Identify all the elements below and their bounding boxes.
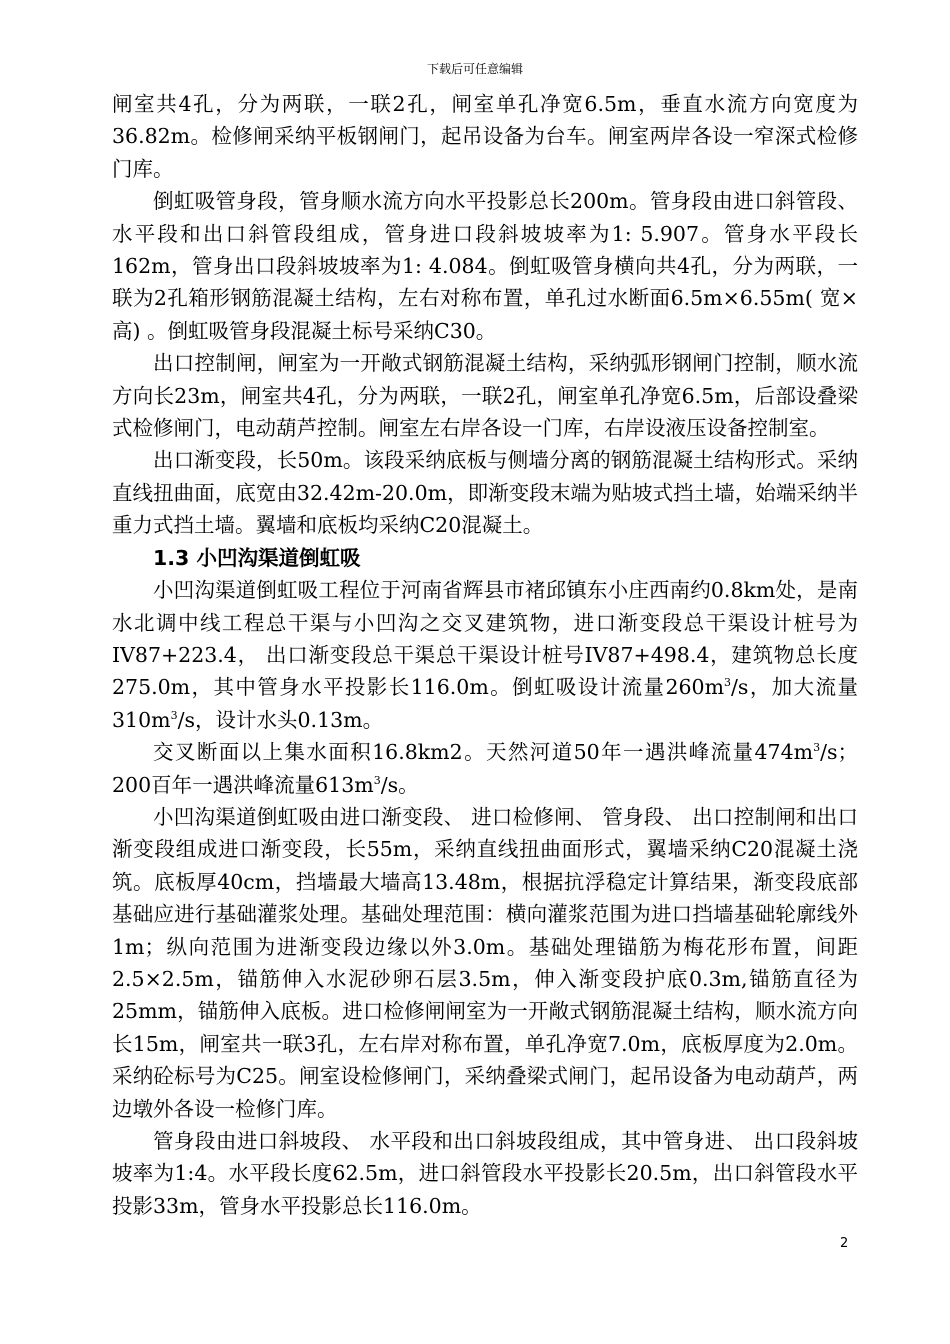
page-header: 下载后可任意编辑 xyxy=(426,62,523,76)
text-segment: 小凹沟渠道倒虹吸工程位于河南省辉县市褚邱镇东小庄西南约0.8km处，是南水北调中线工程总干渠与小凹沟之交叉建筑物，进口渐变段总干渠设计桩号为IV87+223.4， 出口渐变段总干渠总干渠设计桩号IV87+498.4，建筑物总长度275.0m，其中管身水平投影长116.0m。倒虹吸设计流量260m xyxy=(112,578,858,700)
paragraph-pipe-segment: 管身段由进口斜坡段、 水平段和出口斜坡段组成，其中管身进、 出口段斜坡坡率为1:4。水平段长度62.5m，进口斜管段水平投影长20.5m，出口斜管段水平投影33m，管身水平投影总长116.0m。 xyxy=(112,1129,858,1218)
text-segment: /s；200百年一遇洪峰流量613m xyxy=(112,740,858,797)
paragraph-composition: 小凹沟渠道倒虹吸由进口渐变段、 进口检修闸、 管身段、 出口控制闸和出口渐变段组成进口渐变段，长55m，采纳直线扭曲面形式，翼墙采纳C20混凝土浇筑。底板厚40cm，挡墙最大墙高13.48m，根据抗浮稳定计算结果，渐变段底部基础应进行基础灌浆处理。基础处理范围：横向灌浆范围为进口挡墙基础轮廓线外1m；纵向范围为进渐变段边缘以外3.0m。基础处理锚筋为梅花形布置，间距2.5×2.5m，锚筋伸入水泥砂卵石层3.5m，伸入渐变段护底0.3m,锚筋直径为25mm，锚筋伸入底板。进口检修闸闸室为一开敞式钢筋混凝土结构，顺水流方向长15m，闸室共一联3孔，左右岸对称布置，单孔净宽7.0m，底板厚度为2.0m。采纳砼标号为C25。闸室设检修闸门，采纳叠梁式闸门，起吊设备为电动葫芦，两边墩外各设一检修门库。 xyxy=(112,804,858,1121)
text-segment: /s，加大流量310m xyxy=(112,675,858,732)
superscript: 3 xyxy=(373,773,381,787)
text-segment: 交叉断面以上集水面积16.8km2。天然河道50年一遇洪峰流量474m xyxy=(153,740,814,765)
section-heading: 1.3 小凹沟渠道倒虹吸 xyxy=(153,545,361,570)
page-number: 2 xyxy=(840,1236,849,1251)
paragraph-gate-chamber: 闸室共4孔，分为两联，一联2孔，闸室单孔净宽6.5m，垂直水流方向宽度为36.82m。检修闸采纳平板钢闸门，起吊设备为台车。闸室两岸各设一窄深式检修门库。 xyxy=(112,92,858,181)
text-segment: /s。 xyxy=(380,772,419,797)
paragraph-project-location xyxy=(112,574,858,736)
paragraph-outlet-transition: 出口渐变段，长50m。该段采纳底板与侧墙分离的钢筋混凝土结构形式。采纳直线扭曲面，底宽由32.42m-20.0m，即渐变段末端为贴坡式挡土墙，始端采纳半重力式挡土墙。翼墙和底板均采纳C20混凝土。 xyxy=(112,448,858,538)
paragraph-outlet-gate: 出口控制闸，闸室为一开敞式钢筋混凝土结构，采纳弧形钢闸门控制，顺水流方向长23m，闸室共4孔，分为两联，一联2孔，闸室单孔净宽6.5m，后部设叠梁式检修闸门，电动葫芦控制。闸室左右岸各设一门库，右岸设液压设备控制室。 xyxy=(112,351,858,441)
paragraph-catchment xyxy=(112,736,858,801)
document-body xyxy=(112,88,858,1222)
paragraph-pipe-body: 倒虹吸管身段，管身顺水流方向水平投影总长200m。管身段由进口斜管段、 水平段和出口斜管段组成，管身进口段斜坡坡率为1: 5.907。管身水平段长162m，管身出口段斜坡坡率为1: 4.084。倒虹吸管身横向共4孔，分为两联，一联为2孔箱形钢筋混凝土结构，左右对称布置，单孔过水断面6.5m×6.55m( 宽×高) 。倒虹吸管身段混凝土标号采纳C30。 xyxy=(112,189,858,343)
superscript: 3 xyxy=(813,741,821,755)
text-segment: /s，设计水头0.13m。 xyxy=(177,707,384,732)
superscript: 3 xyxy=(170,708,178,722)
superscript: 3 xyxy=(724,676,732,690)
